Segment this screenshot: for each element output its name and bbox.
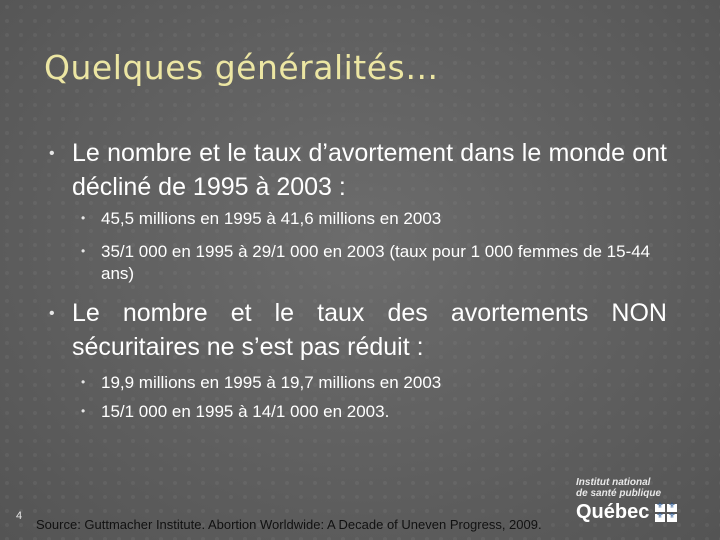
flag-quadrant: [667, 514, 677, 522]
bullet-1: [49, 136, 667, 204]
sub-bullet-1-1: [81, 208, 671, 230]
page-number: 4: [16, 510, 23, 522]
bullet-dot-icon: •: [81, 211, 86, 225]
bullet-dot-icon: •: [81, 404, 86, 418]
logo-line-1: Institut national: [576, 477, 651, 488]
logo-word: Québec: [576, 501, 650, 523]
flag-quadrant: [655, 514, 665, 522]
bullet-dot-icon: •: [49, 145, 55, 162]
sub-bullet-2-1-text: 19,9 millions en 1995 à 19,7 millions en 2003: [101, 373, 442, 392]
bullet-dot-icon: •: [81, 375, 86, 389]
bullet-1-text: Le nombre et le taux d’avortement dans le monde ont décliné de 1995 à 2003 :: [72, 139, 667, 201]
sub-bullet-2-1: [81, 372, 671, 394]
sub-bullet-1-1-text: 45,5 millions en 1995 à 41,6 millions en 2003: [101, 209, 442, 228]
bullet-2-text: Le nombre et le taux des avortements NON sécuritaires ne s’est pas réduit :: [72, 299, 667, 361]
bullet-dot-icon: •: [49, 305, 55, 322]
bullet-2: [49, 296, 667, 364]
logo-line-2: de santé publique: [576, 488, 662, 499]
bullet-dot-icon: •: [81, 244, 86, 258]
sub-bullet-2-2: [81, 401, 671, 423]
sub-bullet-1-2-text: 35/1 000 en 1995 à 29/1 000 en 2003 (taux pour 1 000 femmes de 15-44 ans): [101, 242, 651, 283]
sub-bullet-1-2: [81, 241, 671, 285]
sub-bullet-2-2-text: 15/1 000 en 1995 à 14/1 000 en 2003.: [101, 402, 390, 421]
fleur-de-lis-flag-icon: [655, 504, 677, 522]
slide-title: Quelques généralités…: [44, 48, 439, 87]
source-citation: Source: Guttmacher Institute. Abortion Worldwide: A Decade of Uneven Progress, 2009.: [36, 517, 542, 532]
inspq-logo: [576, 477, 696, 524]
logo-row: [576, 501, 696, 524]
